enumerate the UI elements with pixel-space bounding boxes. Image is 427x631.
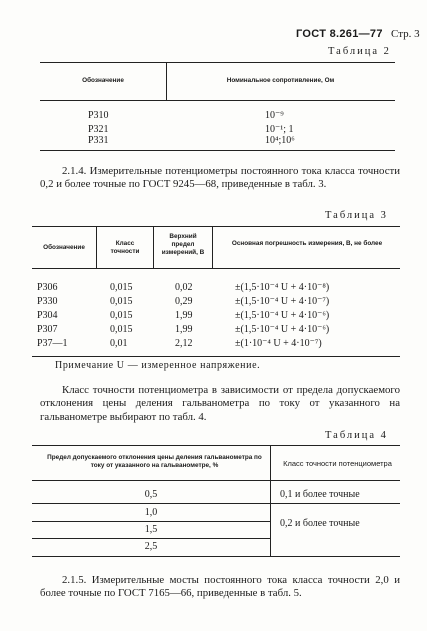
table3-row2-class: 0,015: [110, 296, 133, 307]
table4-header-class: Класс точности потенциометра: [283, 459, 392, 468]
table3-header-limit: Верхний предел измерений, В: [161, 233, 205, 256]
table2-row2-name: Р321: [88, 124, 109, 135]
table4-col-divider: [270, 445, 271, 556]
table2-header-designation: Обозначение: [82, 77, 124, 84]
table3-row3-limit: 1,99: [175, 310, 193, 321]
table3-row2-limit: 0,29: [175, 296, 193, 307]
table3-row1-name: Р306: [37, 282, 58, 293]
table3-row3-name: Р304: [37, 310, 58, 321]
table4-row-rule-1: [32, 503, 400, 504]
gost-number: ГОСТ 8.261—77: [296, 28, 383, 40]
table3-row5-error: ±(1·10⁻⁴ U + 4·10⁻⁷): [235, 338, 322, 349]
table3-note: Примечание U — измеренное напряжение.: [55, 360, 261, 371]
page-number: Стр. 3: [391, 28, 420, 40]
table4-value-3: 1,5: [144, 524, 158, 535]
table3-row4-limit: 1,99: [175, 324, 193, 335]
table3-row4-name: Р307: [37, 324, 58, 335]
table3-row4-class: 0,015: [110, 324, 133, 335]
table3-header-rule: [32, 268, 400, 269]
table2-row3-value: 10⁴;10⁶: [265, 135, 295, 146]
table3-row5-class: 0,01: [110, 338, 128, 349]
table3-row1-error: ±(1,5·10⁻⁴ U + 4·10⁻⁸): [235, 282, 330, 293]
table3-col-divider-2: [153, 226, 154, 268]
table4-row-rule-3: [32, 538, 270, 539]
table4-header-deviation: Предел допускаемого отклонения цены деления гальванометра по току от указанного на гальванометре, %: [47, 454, 262, 469]
table4-class-2: 0,2 и более точные: [280, 518, 360, 529]
table3-caption: Таблица 3: [325, 210, 388, 221]
table4-value-4: 2,5: [144, 541, 158, 552]
table3-col-divider-3: [212, 226, 213, 268]
paragraph-accuracy-class: Класс точности потенциометра в зависимости от предела допускаемого отклонения цены деления гальванометра по току от указанного на гальванометре выбирают по табл. 4.: [40, 384, 400, 423]
table3-row4-error: ±(1,5·10⁻⁴ U + 4·10⁻⁶): [235, 324, 330, 335]
table3-row2-name: Р330: [37, 296, 58, 307]
table3-row1-class: 0,015: [110, 282, 133, 293]
table2-row3-name: Р331: [88, 135, 109, 146]
table3-header-designation: Обозначение: [43, 244, 85, 251]
table2-bottom-rule: [40, 150, 395, 151]
table3-row5-name: Р37—1: [37, 338, 68, 349]
table2-row2-value: 10⁻¹; 1: [265, 124, 294, 135]
table4-row-rule-2: [32, 521, 270, 522]
table3-row3-class: 0,015: [110, 310, 133, 321]
table2-row1-name: Р310: [88, 110, 109, 121]
page-header: [296, 28, 420, 40]
table2-caption: Таблица 2: [328, 46, 391, 57]
table3-header-error: Основная погрешность измерения, В, не более: [231, 240, 383, 247]
table2-header-rule: [40, 100, 395, 101]
table3-top-rule: [32, 226, 400, 227]
table2-header-resistance: Номинальное сопротивление, Ом: [226, 77, 335, 84]
table3-row3-error: ±(1,5·10⁻⁴ U + 4·10⁻⁶): [235, 310, 330, 321]
table4-class-1: 0,1 и более точные: [280, 489, 360, 500]
paragraph-2-1-4: 2.1.4. Измерительные потенциометры постоянного тока класса точности 0,2 и более точные по ГОСТ 9245—68, приведенные в табл. 3.: [40, 165, 400, 191]
table3-header-class: Класс точности: [110, 240, 140, 255]
table2-top-rule: [40, 62, 395, 63]
table4-top-rule: [32, 445, 400, 446]
table2-row1-value: 10⁻⁹: [265, 110, 284, 121]
table3-row2-error: ±(1,5·10⁻⁴ U + 4·10⁻⁷): [235, 296, 330, 307]
table4-value-2: 1,0: [144, 507, 158, 518]
table4-bottom-rule: [32, 556, 400, 557]
table3-row1-limit: 0,02: [175, 282, 193, 293]
table4-caption: Таблица 4: [325, 430, 388, 441]
table3-row5-limit: 2,12: [175, 338, 193, 349]
table3-col-divider-1: [96, 226, 97, 268]
table4-value-1: 0,5: [144, 489, 158, 500]
paragraph-2-1-5: 2.1.5. Измерительные мосты постоянного тока класса точности 2,0 и более точные по ГОСТ 7165—66, приведенные в табл. 5.: [40, 574, 400, 600]
table4-header-rule: [32, 480, 400, 481]
table3-bottom-rule: [32, 356, 400, 357]
